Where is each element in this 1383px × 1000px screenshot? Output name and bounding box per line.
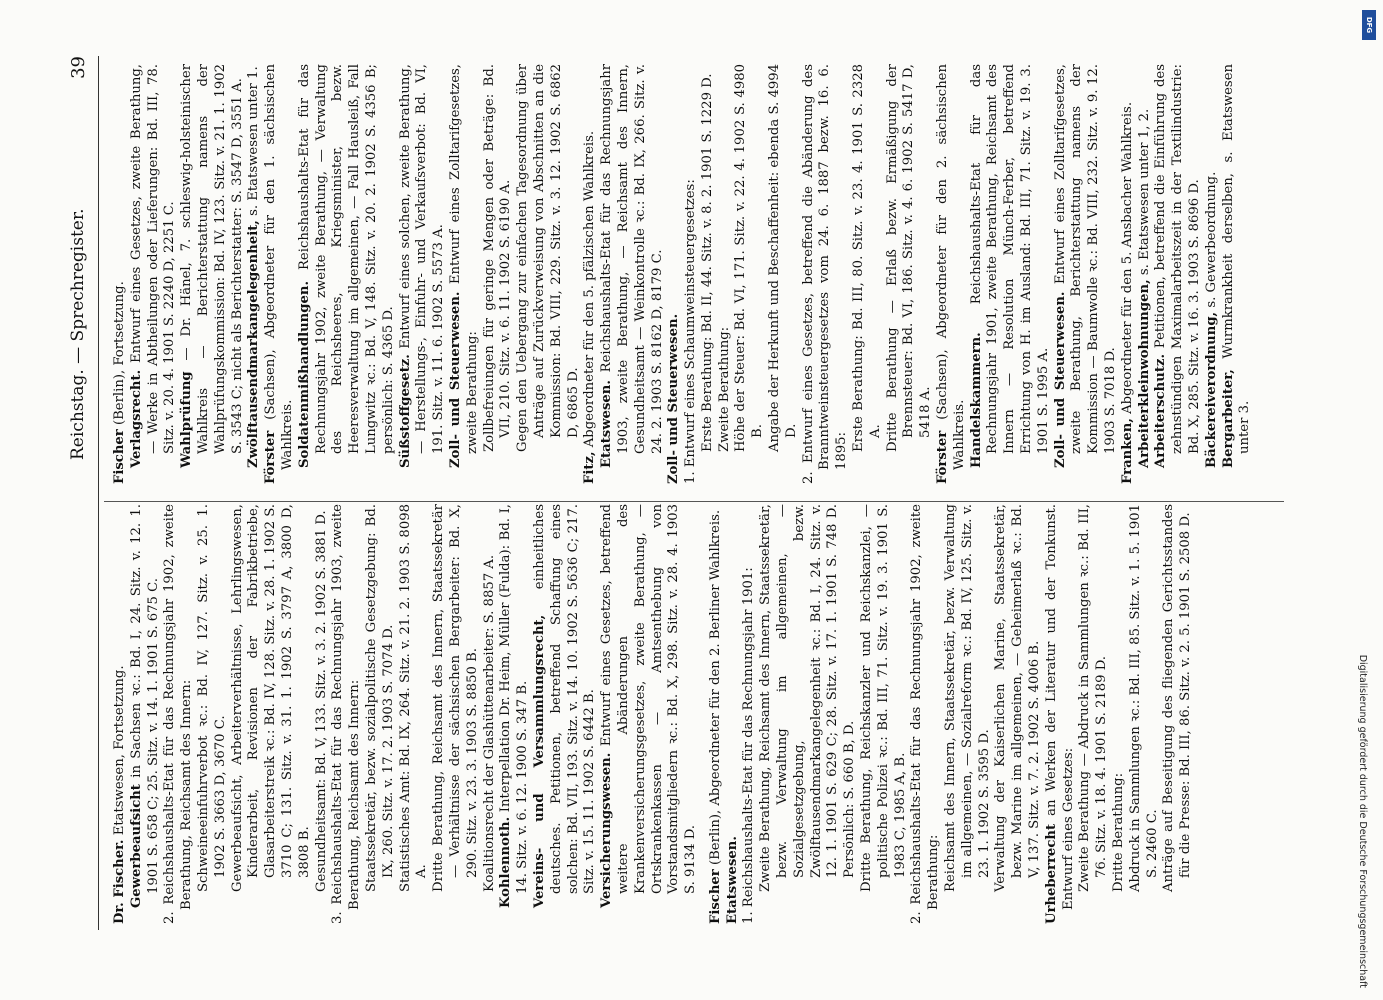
- index-entry: [129, 64, 179, 484]
- column-divider: [104, 501, 1284, 502]
- entry-text: Erste Berathung: Bd. II, 44. Sitz. v. 8. 2. 1901 S. 1229 D.: [699, 73, 715, 452]
- index-entry: [230, 504, 314, 924]
- index-entry: [599, 64, 666, 484]
- entry-text: 1. Reichshaushalts-Etat für das Rechnungsjahr 1901:: [741, 567, 757, 924]
- index-entry: [129, 504, 163, 924]
- entry-heading: Fischer: [112, 429, 127, 484]
- index-entry: [263, 64, 297, 484]
- entry-text: Gegen den Uebergang zur einfachen Tagesordnung über Anträge auf Zurückverweisung von Abschnitten an die Kommission: Bd. VIII, 229. Sitz. v. 3. 12. 1902 S. 6862 D, 6865 D.: [515, 64, 581, 452]
- index-entry: [969, 64, 1053, 484]
- index-entry: [943, 504, 993, 924]
- index-entry: [741, 504, 758, 924]
- index-entry: [1044, 504, 1078, 924]
- index-entry: [993, 504, 1043, 924]
- index-entry: [1153, 64, 1203, 484]
- index-entry: [859, 504, 909, 924]
- index-entry: [885, 64, 935, 484]
- index-entry: [297, 64, 398, 484]
- entry-text: Gewerbeaufsicht, Arbeiterverhältnisse, Lehrlingswesen, Kinderarbeit, Revisionen der Fabrikbetriebe, Glasarbeiterstreik ꝛc.: Bd. IV, 128. Sitz. v. 28. 1. 1902 S. 3710 C; 131. Sitz. v. 31. 1. 1902 S. 3797 A, 3800 D, 3808 B.: [229, 504, 312, 892]
- entry-text: 2. Entwurf eines Gesetzes, betreffend die Abänderung des Branntweinsteuergesetzes vom 24. 6. 1887 bezw. 16. 6. 1895:: [800, 64, 850, 484]
- entry-text: (Sachsen), Abgeordneter für den 1. sächsischen Wahlkreis.: [263, 64, 295, 470]
- right-column: [112, 64, 1254, 484]
- running-title: Reichstag. — Sprechregister.: [68, 208, 88, 460]
- index-entry: [448, 64, 482, 484]
- entry-text: an Werken der Literatur und der Tonkunst. Entwurf eines Gesetzes:: [1043, 504, 1076, 910]
- index-entry: [599, 504, 700, 924]
- entry-heading: Zwölftausendmarkangelegenheit,: [246, 220, 262, 468]
- entry-text: s. Etatswesen unter 1, 2.: [1136, 108, 1152, 276]
- index-entry: [515, 64, 582, 484]
- entry-text: in Sachsen ꝛc.: Bd. I, 24. Sitz. v. 12. 1. 1901 S. 658 C; 25. Sitz. v. 14. 1. 1901 S. 675 C.: [128, 504, 161, 894]
- entry-heading: Förster: [935, 430, 951, 484]
- entry-text: Reichshaushalts-Etat für das Rechnungsjahr 1901, zweite Berathung, Reichsamt des Innern — Resolution Münch-Ferber, betreffend Errichtung von H. im Ausland: Bd. III, 71. Sitz. v. 19. 3. 1901 S. 1995 A.: [968, 64, 1051, 454]
- entry-text: Verwaltung der Kaiserlichen Marine, Staatssekretär, bezw. Marine im allgemeinen, — Geheimerlaß ꝛc.: Bd. V, 137. Sitz. v. 7. 2. 1902 S. 4006 B.: [993, 504, 1043, 892]
- entry-text: Anträge auf Beseitigung des fliegenden Gerichtsstandes für die Presse: Bd. III, 86. Sitz. v. 2. 5. 1901 S. 2508 D.: [1161, 504, 1194, 892]
- index-entry: [582, 64, 599, 484]
- dfg-logo: [1362, 10, 1376, 40]
- entry-text: Etatswesen, Fortsetzung.: [112, 665, 127, 836]
- dfg-logo-text: DFG: [1365, 16, 1373, 34]
- entry-heading: Etatswesen.: [724, 836, 740, 924]
- attribution-text: Digitalisierung gefördert durch die Deutsche Forschungsgemeinschaft: [1357, 654, 1368, 988]
- entry-text: Erste Berathung: Bd. III, 80. Sitz. v. 23. 4. 1901 S. 2328 A.: [851, 64, 883, 452]
- entry-text: Entwurf eines Gesetzes, betreffend weitere Abänderungen des Krankenversicherungsgesetzes, zweite Berathung, — Ortskrankenkassen — Amtsenthebung von Vorstandsmitgliedern ꝛc.: Bd. X, 298. Sitz. v. 28. 4. 1903 S. 9134 D.: [599, 504, 699, 894]
- attribution-strip: [1357, 12, 1375, 988]
- index-entry: [758, 504, 859, 924]
- entry-heading: Verlagsrecht.: [128, 369, 144, 468]
- entry-heading: Vereins- und Versammlungsrecht,: [531, 614, 547, 908]
- index-entry: [683, 64, 700, 484]
- entry-text: Koalitionsrecht der Glashüttenarbeiter: S. 8857 A.: [481, 554, 497, 892]
- entry-heading: Franken,: [1119, 418, 1135, 484]
- entry-text: Reichshaushalts-Etat für das Rechnungsjahr 1903, zweite Berathung, — Reichsamt des Innern, Gesundheitsamt — Weinkontrolle ꝛc.: Bd. IX, 266. Sitz. v. 24. 2. 1903 S. 8162 D, 8179 C.: [599, 64, 665, 454]
- entry-text: Reichsamt des Innern, Staatssekretär, bezw. Verwaltung im allgemeinen, — Sozialreform ꝛc.: Bd. IV, 125. Sitz. v. 23. 1. 1902 S. 3595 D.: [943, 504, 992, 892]
- index-entry: [398, 64, 448, 484]
- entry-text: Dritte Berathung:: [1111, 772, 1127, 892]
- entry-heading: Handelskammern.: [968, 332, 984, 468]
- entry-text: Höhe der Steuer: Bd. VI, 171. Sitz. v. 22. 4. 1902 S. 4980 B.: [733, 64, 766, 452]
- entry-text: Dritte Berathung — Erlaß bezw. Ermäßigung der Brennsteuer: Bd. VI, 186. Sitz. v. 4. 6. 1902 S. 5417 D, 5418 A.: [884, 64, 934, 452]
- index-entry: [532, 504, 599, 924]
- entry-text: 1. Entwurf eines Schaumweinsteuergesetzes:: [683, 179, 699, 484]
- index-entry: [700, 64, 717, 484]
- index-entry: [700, 504, 708, 924]
- entry-heading: Fischer: [707, 869, 723, 924]
- index-entry: [482, 64, 516, 484]
- index-entry: [717, 64, 734, 484]
- entry-heading: Arbeiterkleinwohnungen,: [1136, 279, 1152, 468]
- entry-text: (Berlin), Fortsetzung.: [112, 281, 127, 426]
- index-entry: [909, 504, 943, 924]
- entry-text: Abgeordneter für den 5. pfälzischen Wahlkreis.: [582, 130, 598, 448]
- page-number: 39: [68, 56, 89, 79]
- entry-text: einheitliches deutsches. Petitionen, betreffend Schaffung eines solchen: Bd. VII, 193. Sitz. v. 14. 10. 1902 S. 5636 C; 217. Sitz. v. 15. 11. 1902 S. 6442 B.: [531, 504, 598, 894]
- index-entry: [1221, 64, 1255, 484]
- index-entry: [851, 64, 885, 484]
- index-entry: [1204, 64, 1221, 484]
- entry-text: Zweite Berathung — Abdruck in Sammlungen ꝛc.: Bd. III, 76. Sitz. v. 18. 4. 1901 S. 2189 D.: [1077, 504, 1110, 892]
- entry-heading: Etatswesen.: [599, 380, 615, 468]
- entry-text: Zweite Berathung, Reichsamt des Innern, Staatssekretär, bezw. Verwaltung im allgemeinen, — Sozialgesetzgebung, bezw. Zwölftausendmarkangelegenheit ꝛc.: Bd. I, 24. Sitz. v. 12. 1. 1901 S. 629 C; 28. Sitz. v. 17. 1. 1901 S. 748 D. Persönlich: S. 660 B, D.: [758, 504, 858, 892]
- entry-heading: Versicherungswesen.: [599, 752, 615, 908]
- index-entry: [1120, 64, 1137, 484]
- index-entry: [314, 504, 331, 924]
- index-entry: [498, 504, 532, 924]
- entry-heading: Zoll- und Steuerwesen.: [666, 313, 682, 484]
- entry-text: Abgeordneter für den 5. Ansbacher Wahlkreis.: [1119, 101, 1135, 414]
- entry-text: Entwurf eines Zolltarifgesetzes, zweite Berathung, Berichterstattung namens der Kommission — Baumwolle ꝛc.: Bd. VIII, 232. Sitz. v. 9. 12. 1903 S. 7018 D.: [1052, 64, 1119, 454]
- entry-text: Zollbefreiungen für geringe Mengen oder Beträge: Bd. VII, 210. Sitz. v. 6. 11. 1902 S. 6190 A.: [481, 64, 514, 452]
- entry-heading: Fitz,: [582, 451, 598, 484]
- index-entry: [1077, 504, 1111, 924]
- entry-text: Staatssekretär, bezw. sozialpolitische Gesetzgebung: Bd. IX, 260. Sitz. v. 17. 2. 1903 S. 7074 D.: [363, 504, 396, 892]
- index-entry: [733, 64, 767, 484]
- entry-text: Zweite Berathung:: [716, 326, 732, 452]
- entry-text: Reichshaushalts-Etat für das Rechnungsjahr 1902, zweite Berathung, — Verwaltung des Reichsheeres, Kriegsminister, bezw. Heeresverwaltung im allgemeinen, — Fall Hausleiß, Fall Lungwitz ꝛc.: Bd. V, 148. Sitz. v. 20. 2. 1902 S. 4356 B; persönlich: S. 4365 D.: [296, 64, 396, 454]
- entry-heading: Bergarbeiter,: [1220, 369, 1236, 468]
- index-entry: [708, 504, 725, 924]
- index-entry: [1161, 504, 1195, 924]
- entry-heading: Bäckereiverordnung,: [1203, 311, 1219, 468]
- entry-text: Entwurf eines Zolltarifgesetzes, zweite Berathung:: [447, 64, 480, 454]
- index-entry: [1053, 64, 1120, 484]
- entry-heading: Urheberrecht: [1043, 823, 1059, 924]
- entry-text: Petitionen, betreffend die Einführung des zehnstündigen Maximalarbeitszeit in der Textilindustrie: Bd. X, 285. Sitz. v. 16. 3. 1903 S. 8696 D.: [1153, 64, 1202, 454]
- entry-text: Entwurf eines Gesetzes, zweite Berathung, — Werke in Abtheilungen oder Lieferungen: Bd. III, 78. Sitz. v. 20. 4. 1901 S. 2240 D, 2251 C.: [128, 64, 178, 454]
- index-entry: [801, 64, 851, 484]
- index-entry: [482, 504, 499, 924]
- index-entry: [196, 504, 230, 924]
- index-entry: [330, 504, 364, 924]
- entry-text: Dritte Berathung, Reichskanzler und Reichskanzlei, — politische Polizei ꝛc.: Bd. III, 71. Sitz. v. 19. 3. 1901 S. 1983 C, 1985 A, B.: [859, 504, 908, 892]
- index-entry: [1137, 64, 1154, 484]
- entry-text: Interpellation Dr. Heim, Müller (Fulda): Bd. I, 14. Sitz. v. 6. 12. 1900 S. 347 B.: [498, 504, 531, 894]
- entry-text: 2. Reichshaushalts-Etat für das Rechnungsjahr 1902, zweite Berathung, Reichsamt des Innern:: [162, 504, 195, 924]
- index-entry: [725, 504, 742, 924]
- index-entry: [398, 504, 432, 924]
- index-entry: [162, 504, 196, 924]
- entry-heading: Soldatenmißhandlungen.: [296, 280, 312, 468]
- entry-text: Entwurf eines solchen, zweite Berathung, — Herstellungs-, Einfuhr- und Verkaufsverbot: Bd. VI, 191. Sitz. v. 11. 6. 1902 S. 5573 A.: [397, 64, 447, 454]
- index-entry: [935, 64, 969, 484]
- entry-heading: Zoll- und Steuerwesen.: [447, 291, 463, 468]
- entry-heading: Süßstoffgesetz.: [397, 354, 413, 468]
- index-entry: [431, 504, 481, 924]
- entry-text: 2. Reichshaushalts-Etat für das Rechnungsjahr 1902, zweite Berathung:: [909, 504, 942, 924]
- entry-heading: Wahlprüfung: [179, 371, 195, 468]
- entry-text: (Sachsen), Abgeordneter für den 2. sächsischen Wahlkreis.: [935, 64, 967, 470]
- entry-text: (Berlin), Abgeordneter für den 2. Berliner Wahlkreis.: [707, 509, 723, 866]
- entry-heading: Gewerbeaufsicht: [128, 784, 144, 908]
- index-entry: [179, 64, 246, 484]
- entry-text: Abdruck in Sammlungen ꝛc.: Bd. III, 85. Sitz. v. 1. 5. 1901 S. 2460 C.: [1127, 504, 1160, 892]
- entry-text: s. Gewerbeordnung.: [1203, 171, 1219, 308]
- entry-text: s. Etatswesen unter 1.: [246, 66, 262, 216]
- entry-text: Wurmkrankheit derselben, s. Etatswesen unter 3.: [1220, 64, 1253, 454]
- entry-text: Schweineeinfuhrverbot ꝛc.: Bd. IV, 127. Sitz. v. 25. 1. 1902 S. 3663 D, 3670 C.: [195, 504, 228, 892]
- left-column: [112, 504, 1195, 924]
- entry-text: — Dr. Hänel, 7. schleswig-holsteinischer Wahlkreis — Berichterstattung namens der Wahlprüfungskommission: Bd. IV, 123. Sitz. v. 21. 1. 1902 S. 3543 C; nicht als Berichterstatter: S. 3547 D, 3551 A.: [179, 64, 245, 454]
- entry-heading: Förster: [263, 430, 279, 484]
- entry-heading: Dr. Fischer.: [112, 839, 127, 924]
- entry-text: Angabe der Herkunft und Beschaffenheit: ebenda S. 4994 D.: [767, 64, 799, 452]
- index-entry: [767, 64, 801, 484]
- entry-heading: Arbeiterschutz.: [1153, 353, 1169, 468]
- entry-heading: Kohlennoth.: [498, 816, 514, 908]
- index-entry: [364, 504, 398, 924]
- index-entry: [666, 64, 683, 484]
- index-entry: [1111, 504, 1128, 924]
- entry-text: Statistisches Amt: Bd. IX, 264. Sitz. v. 21. 2. 1903 S. 8098 A.: [397, 504, 430, 892]
- page-header: [62, 56, 99, 930]
- entry-text: Gesundheitsamt: Bd. V, 133. Sitz. v. 3. 2. 1902 S. 3881 D.: [313, 510, 329, 892]
- entry-text: 3. Reichshaushalts-Etat für das Rechnungsjahr 1903, zweite Berathung, Reichsamt des Innern:: [330, 504, 363, 924]
- entry-heading: Zoll- und Steuerwesen.: [1052, 291, 1068, 468]
- index-entry: [246, 64, 263, 484]
- index-entry: [112, 64, 129, 484]
- index-entry: [112, 504, 129, 924]
- entry-text: Dritte Berathung, Reichsamt des Innern, Staatssekretär — Verhältnisse der sächsischen Bergarbeiter: Bd. X, 290. Sitz. v. 23. 3. 1903 S. 8850 B.: [431, 504, 480, 892]
- index-entry: [1128, 504, 1162, 924]
